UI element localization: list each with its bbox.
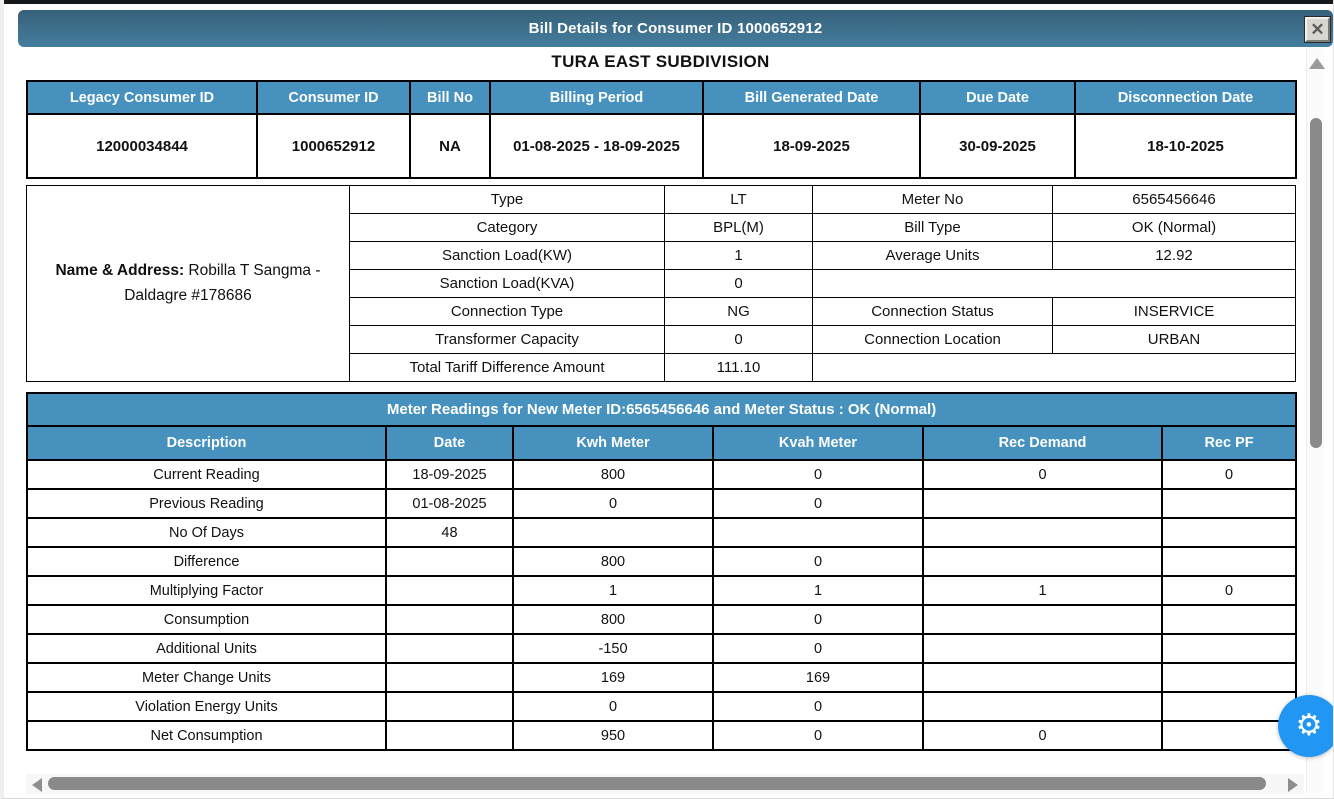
cell: 1 xyxy=(513,576,713,605)
detail-label: Bill Type xyxy=(813,214,1053,242)
vertical-scrollbar[interactable] xyxy=(1306,48,1324,793)
cell: Meter Change Units xyxy=(27,663,386,692)
column-header: Due Date xyxy=(920,81,1075,114)
cell: 1 xyxy=(923,576,1162,605)
settings-fab-button[interactable] xyxy=(1278,695,1334,757)
scroll-right-arrow-icon[interactable] xyxy=(1288,778,1298,792)
cell: 1 xyxy=(713,576,923,605)
cell: Current Reading xyxy=(27,460,386,489)
cell: 0 xyxy=(713,692,923,721)
detail-value: 12.92 xyxy=(1053,242,1296,270)
modal-header xyxy=(18,10,1333,47)
detail-value: INSERVICE xyxy=(1053,298,1296,326)
legacy-consumer-id: 12000034844 xyxy=(27,114,257,178)
cell xyxy=(923,605,1162,634)
cell xyxy=(1162,721,1296,750)
cell: -150 xyxy=(513,634,713,663)
detail-label: Connection Type xyxy=(350,298,665,326)
detail-label: Meter No xyxy=(813,186,1053,214)
cell xyxy=(923,634,1162,663)
cell xyxy=(923,489,1162,518)
modal-title: Bill Details for Consumer ID 1000652912 xyxy=(528,20,823,37)
cell: 0 xyxy=(513,692,713,721)
cell xyxy=(386,721,513,750)
detail-value: NG xyxy=(665,298,813,326)
cell xyxy=(1162,692,1296,721)
cell xyxy=(1162,518,1296,547)
empty-cell xyxy=(813,354,1296,382)
bill-summary-table xyxy=(26,80,1297,179)
meter-readings-table xyxy=(26,392,1297,751)
cell xyxy=(713,518,923,547)
cell: Consumption xyxy=(27,605,386,634)
name-address-value: Robilla T Sangma - Daldagre #178686 xyxy=(124,261,321,304)
meter-readings-header-row xyxy=(27,426,1296,460)
cell: 0 xyxy=(1162,576,1296,605)
cell xyxy=(1162,634,1296,663)
detail-value: 6565456646 xyxy=(1053,186,1296,214)
cell xyxy=(923,547,1162,576)
cell: Previous Reading xyxy=(27,489,386,518)
vertical-scrollbar-thumb[interactable] xyxy=(1310,118,1322,448)
detail-label: Total Tariff Difference Amount xyxy=(350,354,665,382)
scroll-up-arrow-icon[interactable] xyxy=(1309,58,1325,69)
table-row xyxy=(27,489,1296,518)
detail-label: Type xyxy=(350,186,665,214)
cell: 800 xyxy=(513,547,713,576)
cell: 18-09-2025 xyxy=(386,460,513,489)
column-header: Rec Demand xyxy=(923,426,1162,460)
cell xyxy=(386,576,513,605)
cell: 48 xyxy=(386,518,513,547)
subdivision-title: TURA EAST SUBDIVISION xyxy=(551,52,770,71)
table-row xyxy=(27,518,1296,547)
cell xyxy=(1162,547,1296,576)
cell xyxy=(386,547,513,576)
table-row xyxy=(27,663,1296,692)
horizontal-scrollbar-thumb[interactable] xyxy=(48,777,1266,790)
table-row xyxy=(27,576,1296,605)
column-header: Kwh Meter xyxy=(513,426,713,460)
cell: No Of Days xyxy=(27,518,386,547)
cell: 0 xyxy=(713,460,923,489)
cell: 0 xyxy=(713,721,923,750)
cell: 0 xyxy=(923,460,1162,489)
bill-generated-date: 18-09-2025 xyxy=(703,114,920,178)
disconnection-date: 18-10-2025 xyxy=(1075,114,1296,178)
table-row xyxy=(27,692,1296,721)
column-header: Description xyxy=(27,426,386,460)
cell: 169 xyxy=(513,663,713,692)
detail-value: 0 xyxy=(665,270,813,298)
detail-label: Transformer Capacity xyxy=(350,326,665,354)
cell: 0 xyxy=(713,489,923,518)
close-button[interactable] xyxy=(1305,17,1330,42)
cell: 800 xyxy=(513,605,713,634)
name-address-label: Name & Address: xyxy=(55,261,185,279)
cell xyxy=(386,634,513,663)
window-top-edge xyxy=(4,0,1333,4)
cell: Multiplying Factor xyxy=(27,576,386,605)
detail-value: BPL(M) xyxy=(665,214,813,242)
bill-summary-value-row xyxy=(27,114,1296,178)
cell xyxy=(1162,605,1296,634)
cell xyxy=(513,518,713,547)
cell xyxy=(386,605,513,634)
detail-label: Category xyxy=(350,214,665,242)
detail-label: Average Units xyxy=(813,242,1053,270)
cell xyxy=(386,663,513,692)
cell xyxy=(1162,489,1296,518)
detail-value: LT xyxy=(665,186,813,214)
column-header: Bill No xyxy=(410,81,490,114)
cell: Net Consumption xyxy=(27,721,386,750)
cell: 01-08-2025 xyxy=(386,489,513,518)
detail-label: Sanction Load(KVA) xyxy=(350,270,665,298)
billing-period: 01-08-2025 - 18-09-2025 xyxy=(490,114,703,178)
cell: Violation Energy Units xyxy=(27,692,386,721)
name-address-cell xyxy=(27,186,350,382)
horizontal-scrollbar[interactable] xyxy=(26,774,1304,794)
detail-label: Sanction Load(KW) xyxy=(350,242,665,270)
column-header: Kvah Meter xyxy=(713,426,923,460)
detail-value: 111.10 xyxy=(665,354,813,382)
cell xyxy=(1162,663,1296,692)
detail-value: OK (Normal) xyxy=(1053,214,1296,242)
due-date: 30-09-2025 xyxy=(920,114,1075,178)
cell: 169 xyxy=(713,663,923,692)
column-header: Disconnection Date xyxy=(1075,81,1296,114)
cell xyxy=(923,692,1162,721)
cell: 0 xyxy=(713,605,923,634)
cell: 0 xyxy=(1162,460,1296,489)
close-icon: ✕ xyxy=(1310,20,1325,39)
cell: 0 xyxy=(513,489,713,518)
column-header: Legacy Consumer ID xyxy=(27,81,257,114)
detail-label: Connection Location xyxy=(813,326,1053,354)
detail-value: 1 xyxy=(665,242,813,270)
detail-value: URBAN xyxy=(1053,326,1296,354)
cell: Difference xyxy=(27,547,386,576)
column-header: Consumer ID xyxy=(257,81,410,114)
cell: 0 xyxy=(713,547,923,576)
empty-cell xyxy=(813,270,1296,298)
cell: Additional Units xyxy=(27,634,386,663)
cell: 950 xyxy=(513,721,713,750)
consumer-id: 1000652912 xyxy=(257,114,410,178)
modal-content xyxy=(26,50,1295,751)
bill-summary-header-row xyxy=(27,81,1296,114)
cell xyxy=(923,663,1162,692)
gear-icon: ⚙ xyxy=(1295,708,1323,743)
cell: 0 xyxy=(923,721,1162,750)
column-header: Rec PF xyxy=(1162,426,1296,460)
table-row xyxy=(27,634,1296,663)
table-row xyxy=(27,547,1296,576)
table-row xyxy=(27,721,1296,750)
cell: 800 xyxy=(513,460,713,489)
detail-value: 0 xyxy=(665,326,813,354)
column-header: Date xyxy=(386,426,513,460)
consumer-details-table xyxy=(26,185,1296,382)
table-row xyxy=(27,186,1296,214)
column-header: Billing Period xyxy=(490,81,703,114)
cell: 0 xyxy=(713,634,923,663)
bill-no: NA xyxy=(410,114,490,178)
column-header: Bill Generated Date xyxy=(703,81,920,114)
detail-label: Connection Status xyxy=(813,298,1053,326)
meter-readings-title-row xyxy=(27,393,1296,426)
table-row xyxy=(27,460,1296,489)
meter-readings-title: Meter Readings for New Meter ID:6565456646 and Meter Status : OK (Normal) xyxy=(27,393,1296,426)
scroll-left-arrow-icon[interactable] xyxy=(32,778,42,792)
table-row xyxy=(27,605,1296,634)
cell xyxy=(386,692,513,721)
cell xyxy=(923,518,1162,547)
